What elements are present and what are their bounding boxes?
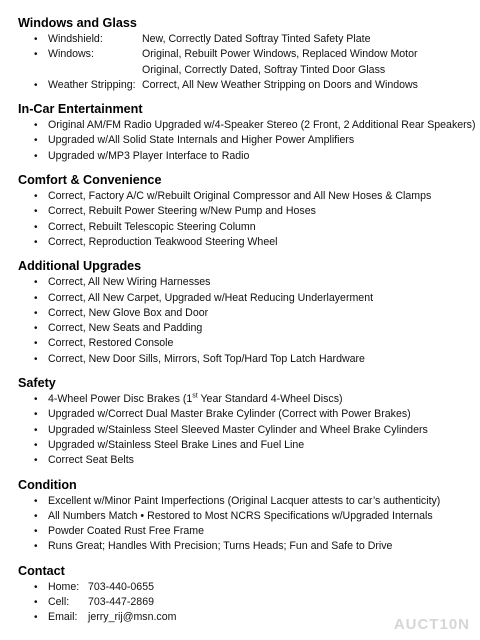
- item-value: [88, 610, 176, 625]
- item-value: [88, 595, 154, 610]
- bullet-list: [18, 275, 474, 367]
- item-value-line: New, Correctly Dated Softray Tinted Safety Plate: [142, 33, 371, 45]
- list-item: • Upgraded w/Correct Dual Master Brake Cylinder (Correct with Power Brakes): [18, 407, 474, 422]
- section-additional-upgrades: [18, 258, 474, 367]
- section-condition: [18, 477, 474, 555]
- item-label: Cell:: [48, 596, 70, 609]
- section-in-car-entertainment: [18, 101, 474, 164]
- list-item: [18, 78, 474, 93]
- list-item: • Excellent w/Minor Paint Imperfections (Original Lacquer attests to car’s authenticity): [18, 494, 474, 509]
- section-title: Windows and Glass: [18, 16, 137, 30]
- list-item: • Correct, Factory A/C w/Rebuilt Original Compressor and All New Hoses & Clamps: [18, 189, 474, 204]
- section-comfort-convenience: [18, 172, 474, 250]
- list-item: • Upgraded w/Stainless Steel Brake Lines and Fuel Line: [18, 438, 474, 453]
- list-item: • Correct, New Door Sills, Mirrors, Soft Top/Hard Top Latch Hardware: [18, 352, 474, 367]
- section-title: Comfort & Convenience: [18, 173, 162, 188]
- item-label: Email:: [48, 611, 78, 624]
- bullet-list: [18, 392, 474, 468]
- item-value: [88, 580, 154, 595]
- list-item: • Correct, New Glove Box and Door: [18, 306, 474, 321]
- list-item: • Correct, New Seats and Padding: [18, 321, 474, 336]
- list-item: [18, 580, 474, 595]
- list-item: • Upgraded w/All Solid State Internals and Higher Power Amplifiers: [18, 133, 474, 148]
- auction-watermark: AUCT10N: [393, 615, 470, 633]
- bullet-list: [18, 118, 474, 164]
- list-item: • Upgraded w/MP3 Player Interface to Radio: [18, 149, 474, 164]
- bullet-list: [18, 32, 474, 93]
- list-item: • Correct, All New Wiring Harnesses: [18, 275, 474, 290]
- section-title: Contact: [18, 563, 65, 578]
- list-item: • All Numbers Match • Restored to Most NCRS Specifications w/Upgraded Internals: [18, 509, 474, 524]
- section-title: Condition: [18, 477, 77, 492]
- item-value: [142, 78, 418, 93]
- bullet-list: [18, 189, 474, 250]
- list-item: • Correct, Rebuilt Power Steering w/New Pump and Hoses: [18, 204, 474, 219]
- list-item: [18, 32, 474, 47]
- list-item: • Powder Coated Rust Free Frame: [18, 524, 474, 539]
- list-item: • Correct, All New Carpet, Upgraded w/Heat Reducing Underlayerment: [18, 291, 474, 306]
- item-value-line[interactable]: jerry_rij@msn.com: [88, 611, 177, 624]
- item-label: Windshield:: [48, 33, 103, 45]
- section-title: In-Car Entertainment: [18, 102, 143, 117]
- list-item: [18, 595, 474, 610]
- list-item: • Correct, Reproduction Teakwood Steering Wheel: [18, 235, 474, 250]
- item-value: [142, 32, 370, 47]
- item-value-line: Correct, All New Weather Stripping on Doors and Windows: [142, 78, 418, 91]
- item-label: Weather Stripping:: [48, 78, 136, 91]
- list-item: • 4-Wheel Power Disc Brakes (1st Year Standard 4-Wheel Discs): [18, 392, 474, 407]
- item-value-line: 703-447-2869: [88, 596, 154, 609]
- item-value-line: Original, Correctly Dated, Softray Tinted Door Glass: [142, 63, 386, 76]
- document: [18, 15, 474, 634]
- bullet-list: [18, 494, 474, 555]
- item-value-line: Original, Rebuilt Power Windows, Replaced Window Motor: [142, 48, 418, 61]
- list-item: • Correct, Restored Console: [18, 336, 474, 351]
- list-item: • Correct, Rebuilt Telescopic Steering Column: [18, 220, 474, 235]
- section-title: Additional Upgrades: [18, 259, 142, 274]
- list-item: • Original AM/FM Radio Upgraded w/4-Speaker Stereo (2 Front, 2 Additional Rear Speakers): [18, 118, 474, 133]
- section-title: Safety: [18, 376, 56, 391]
- section-windows-and-glass: [18, 15, 474, 93]
- list-item: • Upgraded w/Stainless Steel Sleeved Master Cylinder and Wheel Brake Cylinders: [18, 423, 474, 438]
- item-value: [142, 47, 418, 78]
- item-value-line: 703-440-0655: [88, 580, 154, 593]
- list-item: • Correct Seat Belts: [18, 453, 474, 468]
- section-safety: [18, 375, 474, 468]
- item-label: Home:: [48, 580, 80, 593]
- list-item: [18, 47, 474, 78]
- item-label: Windows:: [48, 48, 94, 61]
- list-item: • Runs Great; Handles With Precision; Turns Heads; Fun and Safe to Drive: [18, 539, 474, 554]
